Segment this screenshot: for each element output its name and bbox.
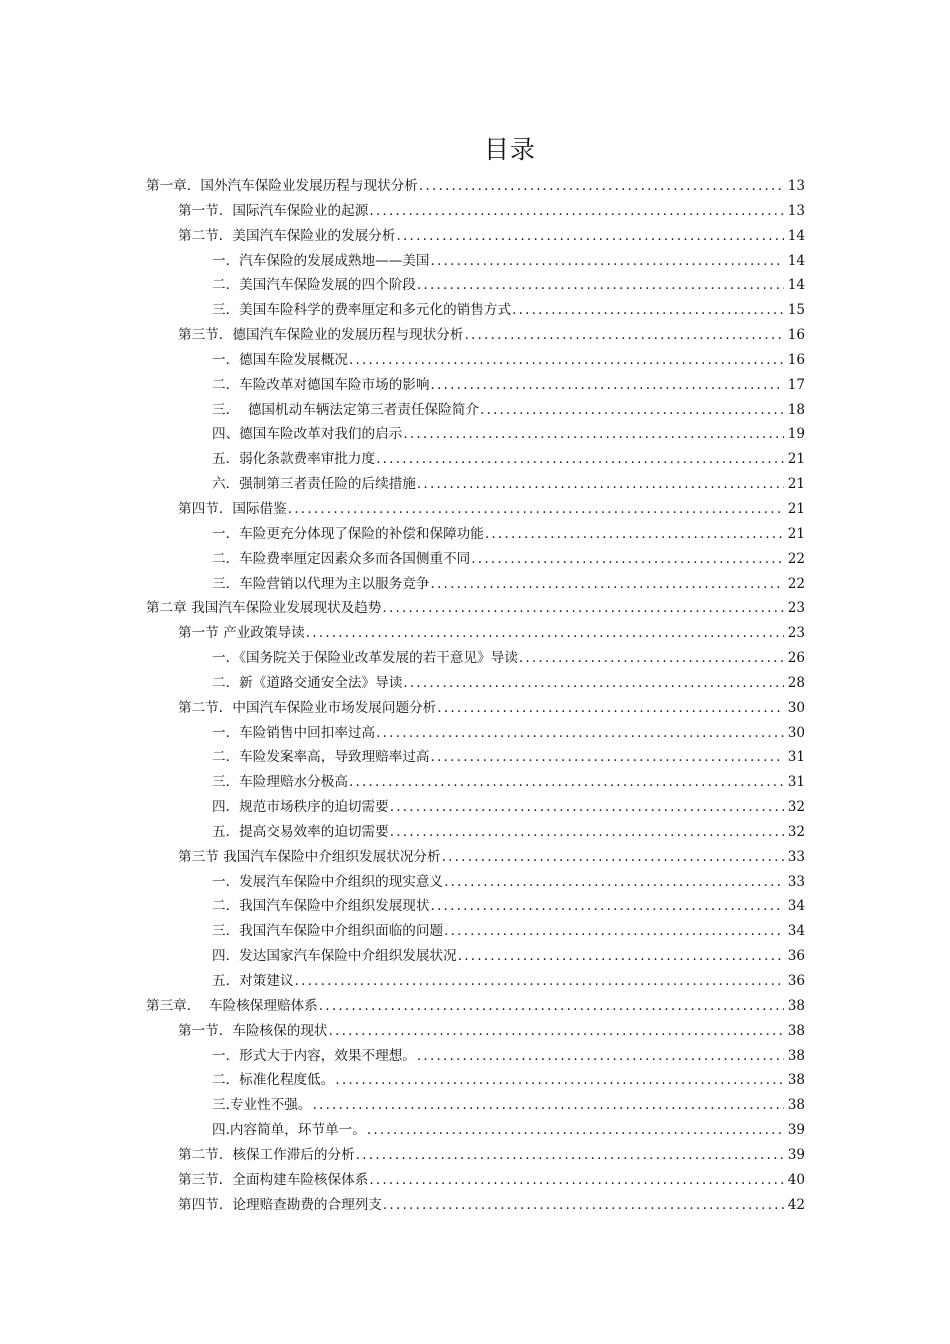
toc-entry-title: 一．车险更充分体现了保险的补偿和保障功能 bbox=[212, 525, 484, 542]
toc-dot-leader bbox=[431, 894, 785, 919]
toc-dot-leader bbox=[306, 621, 784, 646]
toc-entry-title: 四、德国车险改革对我们的启示 bbox=[212, 426, 403, 443]
toc-entry[interactable] bbox=[0, 621, 950, 646]
toc-page-number: 14 bbox=[787, 227, 805, 244]
toc-entry[interactable] bbox=[0, 572, 950, 597]
toc-entry[interactable] bbox=[0, 721, 950, 746]
toc-dot-leader bbox=[403, 422, 784, 447]
toc-entry-title: 第一节．车险核保的现状 bbox=[178, 1022, 328, 1039]
toc-dot-leader bbox=[437, 696, 784, 721]
toc-dot-leader bbox=[376, 447, 784, 472]
toc-dot-leader bbox=[458, 944, 784, 969]
toc-dot-leader bbox=[444, 919, 784, 944]
toc-page-number: 32 bbox=[787, 799, 805, 816]
toc-entry-title: 三．车险理赔水分极高 bbox=[212, 774, 348, 791]
toc-dot-leader bbox=[417, 472, 784, 497]
toc-page-number: 31 bbox=[787, 774, 805, 791]
toc-page-number: 13 bbox=[787, 178, 805, 194]
toc-page-number: 38 bbox=[787, 1097, 805, 1114]
toc-entry[interactable] bbox=[0, 1068, 950, 1093]
toc-entry-title: 三．我国汽车保险中介组织面临的问题 bbox=[212, 923, 444, 940]
toc-dot-leader bbox=[485, 522, 784, 547]
toc-dot-leader bbox=[295, 969, 784, 994]
toc-entry-title: 三.专业性不强。 bbox=[212, 1097, 312, 1114]
toc-dot-leader bbox=[512, 298, 784, 323]
toc-entry[interactable] bbox=[0, 273, 950, 298]
toc-page-number: 38 bbox=[787, 1072, 805, 1089]
toc-entry-title: 二．车险改革对德国车险市场的影响 bbox=[212, 376, 430, 393]
toc-entry[interactable] bbox=[0, 770, 950, 795]
toc-entry-title: 第二节．中国汽车保险业市场发展问题分析 bbox=[178, 699, 437, 716]
toc-entry[interactable] bbox=[0, 696, 950, 721]
toc-dot-leader bbox=[397, 224, 785, 249]
toc-entry-title: 第二节．美国汽车保险业的发展分析 bbox=[178, 227, 396, 244]
toc-entry-title: 第一章．国外汽车保险业发展历程与现状分析 bbox=[146, 178, 418, 194]
toc-entry[interactable] bbox=[0, 1093, 950, 1118]
toc-dot-leader bbox=[349, 770, 784, 795]
toc-page-number: 21 bbox=[787, 500, 805, 517]
toc-dot-leader bbox=[335, 1068, 784, 1093]
toc-page-number: 36 bbox=[787, 973, 805, 989]
toc-dot-leader bbox=[464, 323, 784, 348]
toc-page-number: 34 bbox=[787, 923, 805, 940]
toc-dot-leader bbox=[403, 671, 784, 696]
toc-entry-title: 三． 德国机动车辆法定第三者责任保险简介 bbox=[212, 401, 479, 418]
toc-entry-title: 第三节．德国汽车保险业的发展历程与现状分析 bbox=[178, 327, 464, 344]
toc-entry[interactable] bbox=[0, 373, 950, 398]
toc-entry[interactable] bbox=[0, 522, 950, 547]
toc-entry[interactable] bbox=[0, 249, 950, 274]
toc-page-number: 30 bbox=[787, 724, 805, 741]
toc-entry-title: 三．美国车险科学的费率厘定和多元化的销售方式 bbox=[212, 302, 512, 319]
toc-page-number: 16 bbox=[787, 351, 805, 368]
toc-entry-title: 二．标准化程度低。 bbox=[212, 1072, 335, 1089]
toc-page-number: 15 bbox=[787, 302, 805, 319]
toc-entry-title: 一．德国车险发展概况 bbox=[212, 351, 348, 368]
toc-dot-leader bbox=[431, 572, 785, 597]
toc-page-number: 30 bbox=[787, 699, 805, 716]
toc-entry[interactable] bbox=[0, 646, 950, 671]
toc-page-number: 21 bbox=[787, 525, 805, 542]
toc-page-number: 38 bbox=[787, 1047, 805, 1064]
toc-page-number: 38 bbox=[787, 1022, 805, 1039]
toc-page-number: 34 bbox=[787, 898, 805, 915]
toc-entry-title: 一．汽车保险的发展成熟地——美国 bbox=[212, 252, 430, 269]
toc-dot-leader bbox=[312, 1093, 784, 1118]
toc-entry[interactable] bbox=[0, 845, 950, 870]
toc-entry[interactable] bbox=[0, 199, 950, 224]
toc-entry-title: 四．发达国家汽车保险中介组织发展状况 bbox=[212, 948, 457, 965]
toc-page-number: 33 bbox=[787, 848, 805, 865]
toc-entry-title: 第一节 产业政策导读 bbox=[178, 625, 305, 642]
toc-dot-leader bbox=[376, 721, 784, 746]
toc-page-number: 17 bbox=[787, 376, 805, 393]
toc-entry-title: 二．车险费率厘定因素众多而各国侧重不同 bbox=[212, 550, 471, 567]
toc-page-number: 14 bbox=[787, 277, 805, 294]
toc-page-number: 32 bbox=[787, 823, 805, 840]
toc-entry[interactable] bbox=[0, 348, 950, 373]
toc-dot-leader bbox=[471, 547, 784, 572]
toc-entry-title: 二．车险发案率高，导致理赔率过高 bbox=[212, 749, 430, 766]
toc-dot-leader bbox=[431, 373, 785, 398]
toc-entry[interactable] bbox=[0, 472, 950, 497]
toc-entry-title: 四．规范市场秩序的迫切需要 bbox=[212, 799, 389, 816]
toc-dot-leader bbox=[417, 1044, 784, 1069]
toc-page-number: 22 bbox=[787, 550, 805, 567]
toc-page-number: 42 bbox=[787, 1196, 805, 1213]
toc-entry[interactable] bbox=[0, 298, 950, 323]
toc-entry-title: 五．提高交易效率的迫切需要 bbox=[212, 823, 389, 840]
toc-dot-leader bbox=[367, 1118, 784, 1143]
toc-entry[interactable] bbox=[0, 422, 950, 447]
toc-dot-leader bbox=[390, 820, 784, 845]
toc-entry[interactable] bbox=[0, 671, 950, 696]
toc-entry-title: 二．新《道路交通安全法》导读 bbox=[212, 674, 403, 691]
toc-entry-title: 第二节．核保工作滞后的分析 bbox=[178, 1146, 355, 1163]
toc-entry-title: 二．美国汽车保险发展的四个阶段 bbox=[212, 277, 416, 294]
toc-entry[interactable] bbox=[0, 1193, 950, 1218]
toc-page-number: 19 bbox=[787, 426, 805, 443]
toc-entry[interactable] bbox=[0, 1143, 950, 1168]
toc-entry[interactable] bbox=[0, 969, 950, 994]
toc-entry-title: 二．我国汽车保险中介组织发展现状 bbox=[212, 898, 430, 915]
toc-page-number: 14 bbox=[787, 252, 805, 269]
toc-dot-leader bbox=[369, 199, 784, 224]
toc-page-number: 33 bbox=[787, 873, 805, 890]
toc-page-number: 39 bbox=[787, 1122, 805, 1139]
toc-entry[interactable] bbox=[0, 596, 950, 621]
toc-page-number: 13 bbox=[787, 202, 805, 219]
toc-entry-title: 第三节．全面构建车险核保体系 bbox=[178, 1171, 369, 1188]
toc-entry[interactable] bbox=[0, 547, 950, 572]
toc-entry[interactable] bbox=[0, 224, 950, 249]
toc-entry[interactable] bbox=[0, 447, 950, 472]
toc-entry[interactable] bbox=[0, 894, 950, 919]
toc-entry-title: 一．车险销售中回扣率过高 bbox=[212, 724, 376, 741]
toc-entry[interactable] bbox=[0, 1118, 950, 1143]
toc-dot-leader bbox=[431, 745, 785, 770]
toc-dot-leader bbox=[356, 1143, 784, 1168]
toc-page-number: 22 bbox=[787, 575, 805, 592]
toc-page-number: 38 bbox=[787, 997, 805, 1014]
toc-dot-leader bbox=[382, 596, 784, 621]
toc-entry-title: 三．车险营销以代理为主以服务竞争 bbox=[212, 575, 430, 592]
toc-entry[interactable] bbox=[0, 1168, 950, 1193]
toc-page-number: 28 bbox=[787, 674, 805, 691]
toc-page-number: 18 bbox=[787, 401, 805, 418]
toc-entry-title: 五．弱化条款费率审批力度 bbox=[212, 451, 376, 468]
toc-page-number: 16 bbox=[787, 327, 805, 344]
toc-dot-leader bbox=[383, 1193, 784, 1218]
toc-entry[interactable] bbox=[0, 1044, 950, 1069]
toc-page-number: 21 bbox=[787, 476, 805, 493]
toc-dot-leader bbox=[519, 646, 784, 671]
toc-dot-leader bbox=[480, 398, 784, 423]
toc-entry[interactable] bbox=[0, 1019, 950, 1044]
toc-dot-leader bbox=[431, 249, 785, 274]
toc-page-number: 36 bbox=[787, 948, 805, 965]
toc-entry[interactable] bbox=[0, 497, 950, 522]
toc-entry-title: 第三节 我国汽车保险中介组织发展状况分析 bbox=[178, 848, 441, 865]
toc-dot-leader bbox=[349, 348, 784, 373]
toc-entry-title: 第四节．国际借鉴 bbox=[178, 500, 287, 517]
toc-dot-leader bbox=[417, 273, 784, 298]
toc-list bbox=[0, 174, 950, 1217]
toc-entry-title: 一．形式大于内容，效果不理想。 bbox=[212, 1047, 416, 1064]
toc-dot-leader bbox=[419, 174, 784, 199]
toc-page-number: 31 bbox=[787, 749, 805, 766]
toc-entry[interactable] bbox=[0, 870, 950, 895]
toc-entry[interactable] bbox=[0, 919, 950, 944]
toc-entry[interactable] bbox=[0, 795, 950, 820]
toc-entry[interactable] bbox=[0, 994, 950, 1019]
toc-entry[interactable] bbox=[0, 323, 950, 348]
toc-page-number: 40 bbox=[787, 1171, 805, 1188]
toc-page-number: 21 bbox=[787, 451, 805, 468]
toc-entry[interactable] bbox=[0, 944, 950, 969]
toc-entry[interactable] bbox=[0, 398, 950, 423]
toc-page-number: 39 bbox=[787, 1146, 805, 1163]
toc-entry-title: 第一节．国际汽车保险业的起源 bbox=[178, 202, 369, 219]
toc-page-number: 23 bbox=[787, 600, 805, 617]
toc-entry-title: 第四节．论理赔查勘费的合理列支 bbox=[178, 1196, 382, 1213]
toc-entry[interactable] bbox=[0, 745, 950, 770]
toc-entry-title: 第三章． 车险核保理赔体系 bbox=[146, 997, 318, 1014]
toc-entry-title: 六．强制第三者责任险的后续措施 bbox=[212, 476, 416, 493]
toc-dot-leader bbox=[369, 1168, 784, 1193]
toc-entry-title: 一．《国务院关于保险业改革发展的若干意见》导读 bbox=[212, 650, 518, 667]
toc-dot-leader bbox=[390, 795, 784, 820]
toc-entry-title: 五．对策建议 bbox=[212, 973, 294, 989]
toc-page-number: 23 bbox=[787, 625, 805, 642]
toc-dot-leader bbox=[444, 870, 784, 895]
toc-entry[interactable] bbox=[0, 174, 950, 199]
toc-dot-leader bbox=[329, 1019, 784, 1044]
toc-entry-title: 四.内容简单，环节单一。 bbox=[212, 1122, 366, 1139]
toc-entry-title: 第二章 我国汽车保险业发展现状及趋势 bbox=[146, 600, 382, 617]
toc-dot-leader bbox=[442, 845, 784, 870]
toc-entry[interactable] bbox=[0, 820, 950, 845]
toc-dot-leader bbox=[319, 994, 784, 1019]
toc-page-number: 26 bbox=[787, 650, 805, 667]
toc-dot-leader bbox=[288, 497, 784, 522]
toc-entry-title: 一．发展汽车保险中介组织的现实意义 bbox=[212, 873, 444, 890]
toc-title: 目录 bbox=[483, 135, 536, 164]
